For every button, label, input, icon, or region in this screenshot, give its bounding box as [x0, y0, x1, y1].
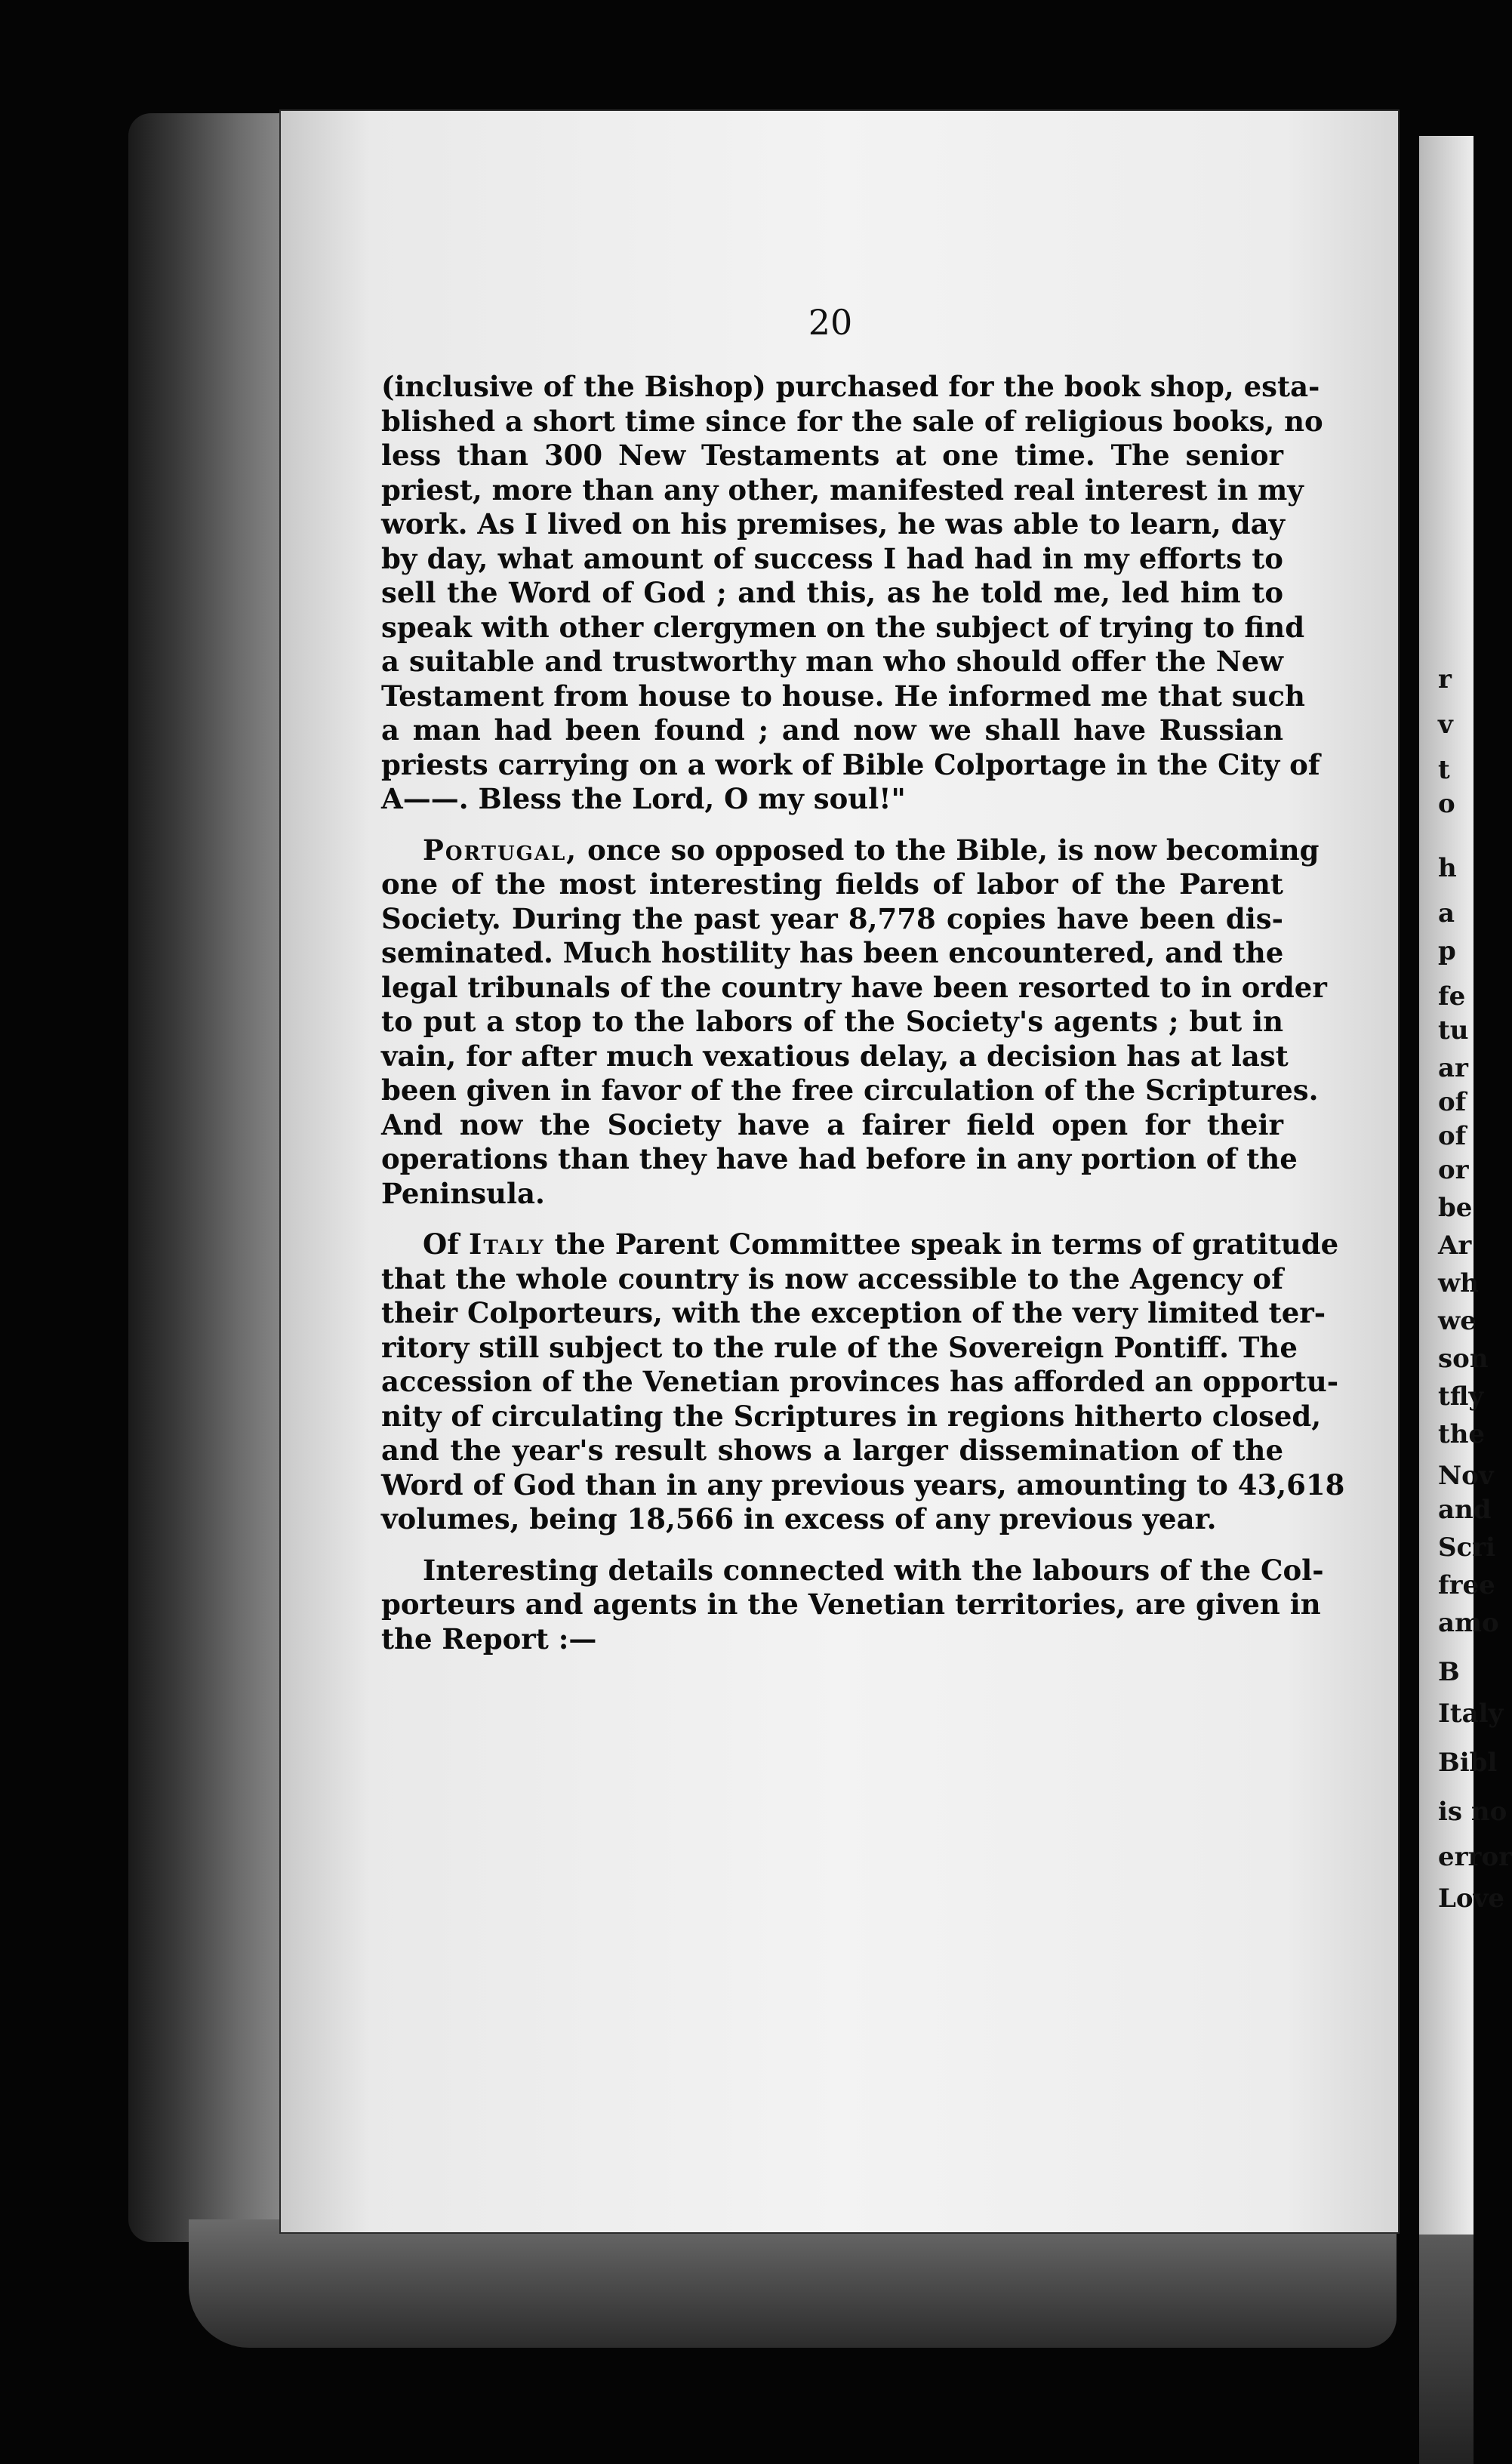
adjacent-page-fragment: o	[1438, 789, 1455, 819]
adjacent-page-fragment: amo	[1438, 1608, 1499, 1638]
text-line: one of the most interesting fields of labor of the Parent	[381, 867, 1283, 901]
adjacent-page-fragment: h	[1438, 853, 1457, 883]
text-line: sell the Word of God ; and this, as he told me, led him to	[381, 576, 1283, 609]
adjacent-page-fragment: tu	[1438, 1015, 1469, 1046]
text-line: porteurs and agents in the Venetian territories, are given in	[381, 1588, 1321, 1621]
text-line: their Colporteurs, with the exception of the very limited ter-	[381, 1296, 1326, 1329]
adjacent-page-fragment: son	[1438, 1344, 1489, 1374]
adjacent-page-fragment: Scri	[1438, 1532, 1496, 1563]
text-line: ritory still subject to the rule of the Sovereign Pontiff. The	[381, 1330, 1298, 1364]
adjacent-page-fragment: free	[1438, 1570, 1495, 1600]
adjacent-page-fragment: p	[1438, 936, 1456, 966]
adjacent-page-fragment: of	[1438, 1121, 1467, 1151]
text-line: Testament from house to house. He informed me that such	[381, 679, 1305, 713]
text-line: blished a short time since for the sale of religious books, no	[381, 404, 1323, 438]
text-line: (inclusive of the Bishop) purchased for the book shop, esta-	[381, 370, 1320, 403]
adjacent-page-fragment: or	[1438, 1155, 1469, 1185]
text-line	[381, 833, 1320, 868]
text-line: the Report :—	[381, 1622, 597, 1656]
paragraph-italy	[381, 1227, 1345, 1537]
small-caps-lead: Italy	[469, 1227, 545, 1261]
text-line: operations than they have had before in any portion of the	[381, 1142, 1298, 1175]
adjacent-page-fragment: of	[1438, 1087, 1467, 1117]
adjacent-page-edge	[1419, 136, 1474, 2464]
text-line: legal tribunals of the country have been resorted to in order	[381, 970, 1327, 1004]
text-fragment: Of	[423, 1227, 470, 1261]
adjacent-page-fragment: we	[1438, 1306, 1477, 1336]
text-line: to put a stop to the labors of the Society's agents ; but in	[381, 1005, 1283, 1038]
text-line: priest, more than any other, manifested real interest in my	[381, 473, 1304, 507]
text-line: priests carrying on a work of Bible Colportage in the City of	[381, 747, 1320, 781]
adjacent-page-fragment: be	[1438, 1193, 1473, 1223]
adjacent-page-fragment: Italy	[1438, 1699, 1504, 1729]
text-fragment: the Parent Committee speak in terms of gratitude	[544, 1227, 1339, 1261]
text-line: Word of God than in any previous years, amounting to 43,618	[381, 1468, 1345, 1502]
page-body-text	[381, 370, 1345, 1673]
text-line: a suitable and trustworthy man who should offer the New	[381, 645, 1283, 678]
text-line: been given in favor of the free circulation of the Scriptures.	[381, 1073, 1319, 1107]
text-line: a man had been found ; and now we shall have Russian	[381, 713, 1283, 747]
text-line: nity of circulating the Scriptures in regions hitherto closed,	[381, 1399, 1322, 1433]
adjacent-page-shadow	[1419, 2235, 1474, 2464]
text-line: speak with other clergymen on the subject of trying to find	[381, 610, 1305, 644]
adjacent-page-fragment: Bibl	[1438, 1748, 1498, 1778]
text-line: vain, for after much vexatious delay, a decision has at last	[381, 1039, 1289, 1073]
adjacent-page-fragment: B	[1438, 1657, 1460, 1687]
adjacent-page-fragment: r	[1438, 664, 1452, 695]
paragraph-report	[381, 1553, 1324, 1657]
adjacent-page-fragment: Nov	[1438, 1461, 1494, 1491]
adjacent-page-fragment: v	[1438, 710, 1453, 740]
text-line: and the year's result shows a larger dissemination of the	[381, 1434, 1283, 1467]
adjacent-page-fragment: error	[1438, 1842, 1512, 1872]
adjacent-page-fragment: is no	[1438, 1797, 1507, 1827]
adjacent-page-fragment: t	[1438, 755, 1450, 785]
text-line: And now the Society have a fairer field open for their	[381, 1107, 1283, 1141]
page-number: 20	[808, 302, 853, 343]
small-caps-lead: Portugal,	[423, 833, 578, 867]
adjacent-page-fragment: and	[1438, 1495, 1492, 1525]
book-binding	[128, 113, 287, 2242]
text-line: A——. Bless the Lord, O my soul!"	[381, 782, 906, 815]
paragraph-portugal	[381, 833, 1327, 1212]
adjacent-page-fragment: Love	[1438, 1883, 1504, 1914]
text-line: seminated. Much hostility has been encountered, and the	[381, 936, 1284, 969]
text-line: that the whole country is now accessible to the Agency of	[381, 1261, 1283, 1295]
adjacent-page-fragment: the	[1438, 1419, 1486, 1449]
text-line: Peninsula.	[381, 1176, 545, 1210]
text-line	[381, 1227, 1339, 1262]
adjacent-page-fragment: tfly	[1438, 1381, 1484, 1412]
text-line: Interesting details connected with the labours of the Col-	[423, 1553, 1324, 1587]
adjacent-page-fragment: Ar	[1438, 1230, 1472, 1261]
text-line: accession of the Venetian provinces has afforded an opportu-	[381, 1365, 1339, 1398]
text-line: volumes, being 18,566 in excess of any previous year.	[381, 1502, 1217, 1535]
book-cover-edge	[189, 2219, 1397, 2348]
adjacent-page-fragment: ar	[1438, 1053, 1468, 1083]
text-line: by day, what amount of success I had had in my efforts to	[381, 541, 1283, 575]
adjacent-page-fragment: a	[1438, 898, 1455, 929]
text-line: Society. During the past year 8,778 copies have been dis-	[381, 901, 1283, 935]
adjacent-page-fragment: fe	[1438, 981, 1466, 1012]
paragraph	[381, 370, 1323, 817]
text-line: work. As I lived on his premises, he was able to learn, day	[381, 507, 1286, 541]
text-line: less than 300 New Testaments at one time. The senior	[381, 439, 1283, 472]
text-fragment: once so opposed to the Bible, is now becoming	[577, 833, 1320, 867]
adjacent-page-fragment: wh	[1438, 1268, 1479, 1298]
